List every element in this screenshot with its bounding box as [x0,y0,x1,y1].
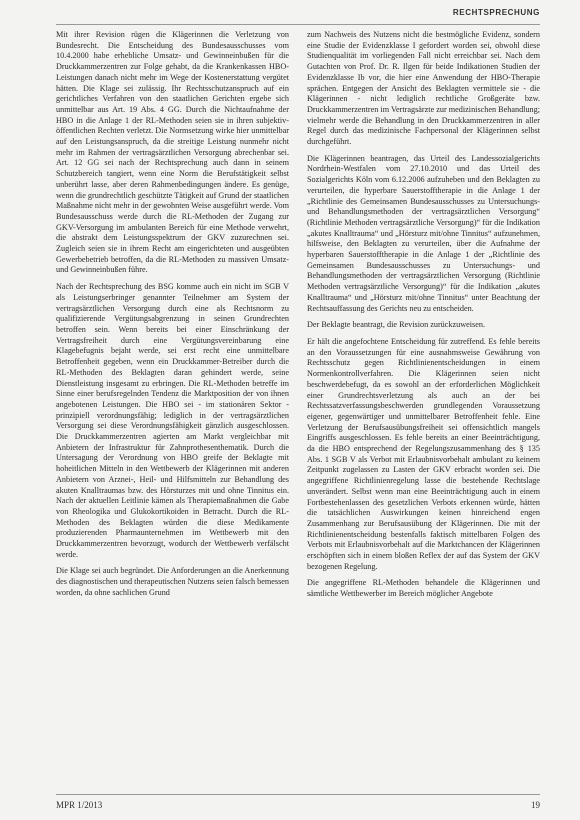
footer-rule [56,794,540,795]
section-heading: RECHTSPRECHUNG [452,8,540,17]
journal-issue: MPR 1/2013 [56,800,103,810]
header-rule [56,24,540,25]
paragraph: Die angegriffene RL-Methoden behandele die Klägerinnen und sämtliche Wettbewerber im Bereich möglicher Angebote [307,578,540,599]
paragraph: Die Klägerinnen beantragen, das Urteil des Landessozialgerichts Nordrhein-Westfalen vom 27.10.2010 und das Urteil des Sozialgerichts Köln vom 6.12.2006 aufzuheben und den Beklagten zu verurteilen, die hyperbare Sauerstofftherapie in die Anlage 1 der „Richtlinie des Gemeinsamen Bundesausschusses zu Untersuchungs- und Behandlungsmethoden der vertragsärztlichen Versorgung“ (Richtlinie Methoden vertragsärztliche Versorgung)“ für die Indikation „akutes Knalltrauma“ und „Hörsturz mit/ohne Tinnitus“ aufzunehmen, hilfsweise, den Beklagten zu verurteilen, über die Aufnahme der hyperbaren Sauerstofftherapie in die Anlage 1 der „Richtlinie des Gemeinsamen Bundesausschusses zu Untersuchungs- und Behandlungsmethoden der vertragsärztlichen Versorgung (Richtlinie Methoden vertragsärztliche Versorgung)“ für die Indikation „akutes Knalltrauma“ und „Hörsturz mit/ohne Tinnitus“ unter Beachtung der Rechtsauffassung des Gerichts neu zu entscheiden. [307,153,540,313]
paragraph: Er hält die angefochtene Entscheidung für zutreffend. Es fehle bereits an den Voraussetzungen für eine ausnahmsweise Gewährung von Rechtsschutz gegen Richtlinienentscheidungen in einem Normenkontrollverfahren. Die Klägerinnen seien nicht beschwerdebefugt, da es sowohl an der erforderlichen Möglichkeit einer Grundrechtsverletzung als auch an der bei Rechtssatzverfassungsbeschwerden grundlegenden Voraussetzung eigener, gegenwärtiger und unmittelbarer Betroffenheit fehle. Eine Verletzung der Berufsausübungsfreiheit sei offensichtlich mangels Eingriffs ausgeschlossen. Es fehle bereits an einer Beeinträchtigung, da die HBO entsprechend der Regelungszusammenhang des § 135 Abs. 1 SGB V als Verbot mit Erlaubnisvorbehalt ambulant zu keinem Zeitpunkt zugelassen zu Lasten der GKV erbracht worden sei. Die angegriffene Richtlinienregelung lasse die bestehende Rechtslage unverändert. Selbst wenn man eine Beeinträchtigung auch in einem Fortbestehenlassen des gesetzlichen Verbots erkennen würde, hätten die tatsächlichen Auswirkungen keinen hinreichend engen Zusammenhang zur Berufsausübung der Klägerinnen. Die mit der Richtlinienentscheidung bestenfalls faktisch mittelbaren Folgen des Verbots mit Erlaubnisvorbehalt auf die Marktchancen der Klägerinnen erschöpften sich in einem bloßen Reflex der auf das System der GKV bezogenen Regelung. [307,336,540,571]
paragraph: Die Klage sei auch begründet. Die Anforderungen an die Anerkennung des diagnostischen und therapeutischen Nutzens seien falsch bemessen worden, da ohne sachlichen Grund [56,566,289,597]
paragraph: zum Nachweis des Nutzens nicht die bestmögliche Evidenz, sondern eine Studie der Evidenzklasse I gefordert worden sei, obwohl diese Studienqualität im vorliegenden Fall nicht erreichbar sei. Nach dem Gutachten von Prof. Dr. R. Ilgen für beide Indikationen Studien der Evidenzklasse Ib vor, die hier eine Anwendung der HBO-Therapie sprächen. Entgegen der Ansicht des Beklagten vermittele sie - die Klägerinnen - nicht lediglich rechtliche Großgeräte bzw. Druckkammerzentren im Vertragsärzte zur medizinischen Behandlung; vielmehr werde die Behandlung in den Druckkammerzentren in aller Regel durch das medizinische Fachpersonal der Klägerinnen selbst durchgeführt. [307,30,540,147]
left-column [56,30,289,788]
right-column [307,30,540,788]
article-body [56,30,540,788]
page-number: 19 [531,800,540,810]
paragraph: Der Beklagte beantragt, die Revision zurückzuweisen. [307,320,486,330]
paragraph: Mit ihrer Revision rügen die Klägerinnen die Verletzung von Bundesrecht. Die Entscheidung des Bundesausschusses vom 10.4.2000 habe erhebliche Umsatz- und Gewinneinbußen für die Druckkammerzentren zur Folge gehabt, da die Krankenkassen HBO-Leistungen danach nicht mehr im Wege der Kostenerstattung vergütet hätten. Die Klage sei zulässig. Ihr Rechtsschutzanspruch auf ein gerichtliches Verfahren von den staatlichen Gerichten ergebe sich unmittelbar aus Art. 19 Abs. 4 GG. Durch die Nichtaufnahme der HBO in die Anlage 1 der RL-Methoden seien sie in ihren subjektiv-öffentlichen Rechten verletzt. Die Normsetzung wirke hier unmittelbar auf den Leistungsanspruch, da die streitige Leistung nunmehr nicht mehr im Rahmen der vertragsärztlichen Versorgung abrechenbar sei. Art. 12 GG sei nach der Rechtsprechung auch dann in seinem Schutzbereich tangiert, wenn eine Norm die Berufstätigkeit selbst unberührt lasse, aber deren Rahmenbedingungen ändere. Es genüge, wenn die grundrechtlich geschützte Tätigkeit auf Grund der staatlichen Maßnahme nicht mehr in der gewohnten Weise ausgeführt werde. Vom Bundesausschuss werde durch die RL-Methoden der Zugang zur GKV-Versorgung im ambulanten Bereich für eine Methode verwehrt, die abstrakt dem Leistungsspektrum der GKV zuzurechnen sei. Zugleich seien sie in ihrem Recht am eingerichteten und ausgeübten Gewerbebetrieb betroffen, da die RL-Methoden zu massiven Umsatz- und Gewinneinbußen führe. [56,30,289,275]
paragraph: Nach der Rechtsprechung des BSG komme auch ein nicht im SGB V als Leistungserbringer genannter Teilnehmer am System der vertragsärztlichen Versorgung durch eine als Rechtsnorm zu qualifizierende Vergütungsabgrenzung in seinen Grundrechten betroffen sein. Wenn bereits bei einer Einschränkung der Vertragsfreiheit durch eine Vergütungsvereinbarung eine Klagebefugnis bejaht werde, sei erst recht eine unmittelbare Betroffenheit gegeben, wenn ein Druckkammer-Betreiber durch die RL-Methoden des Beklagten daran gehindert werde, seine Dienstleistung insgesamt zu erbringen. Die RL-Methoden betreffe im Sinne einer berufsregelnden Tendenz die Marktposition der von ihnen angebotenen Leistungen. Die HBO sei - im stationären Sektor - prinzipiell verordnungsfähig; lediglich in der vertragsärztlichen Versorgung sei diese Verordnungsfähigkeit gänzlich ausgeschlossen. Die Druckkammerzentren agierten am Markt vergleichbar mit Anbietern der Infrastruktur für Zahnprothesenthematik. Durch die Untersagung der Verordnung von HBO greife der Beklagte mit hoheitlichen Mitteln in den Wettbewerb der Klägerinnen mit anderen Anbietern von Arznei-, Heil- und Hilfsmitteln zur Behandlung des akuten Knalltraumas bzw. des Hörsturzes mit und ohne Tinnitus ein. Nach der aktuellen Leitlinie kämen als Therapiemaßnahmen die Gabe von Rheologika und Glukokortikoiden in Betracht. Durch die RL-Methoden des Beklagten würden die diese Medikamente produzierenden Pharmaunternehmen im Wettbewerb mit den Druckkammerzentren bevorzugt, wodurch der Wettbewerb verfälscht werde. [56,282,289,559]
